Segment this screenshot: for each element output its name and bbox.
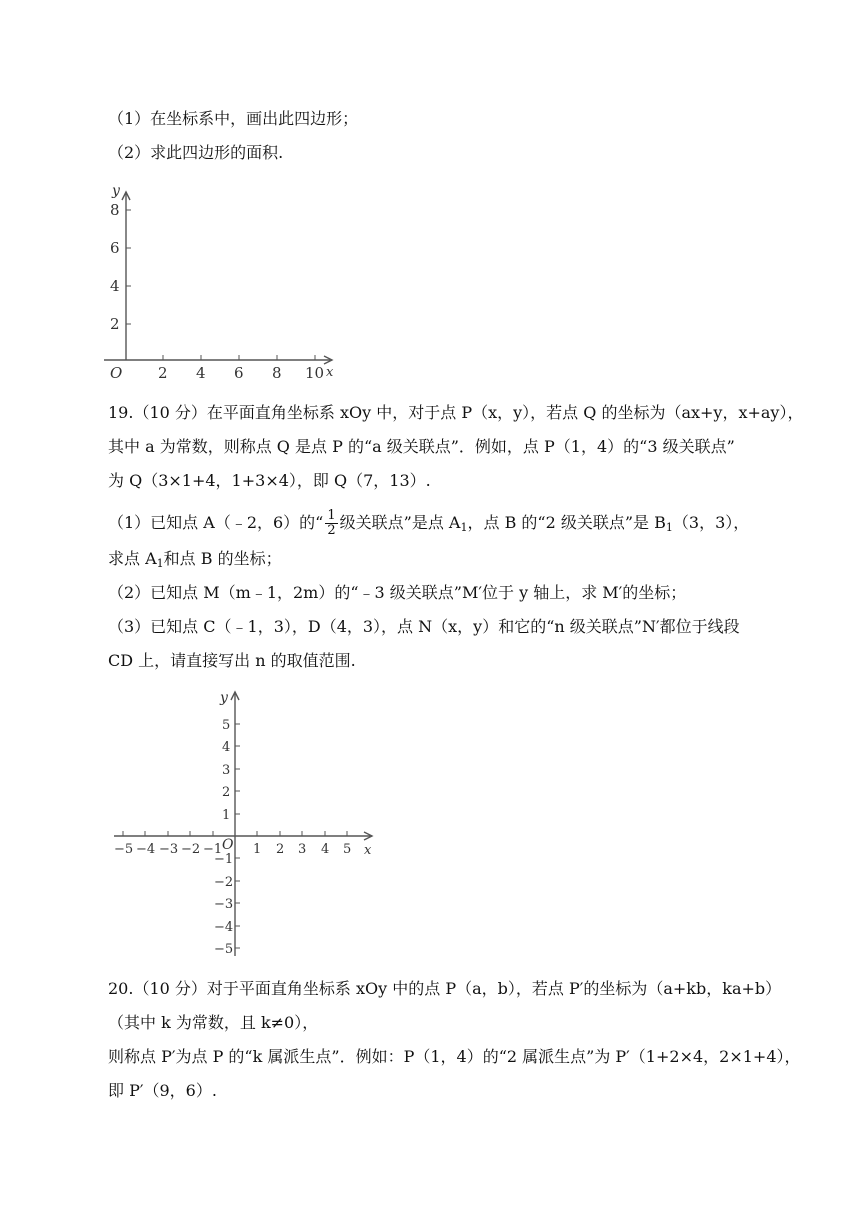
graph2-x-tick-neg1: −1 — [203, 842, 223, 857]
q20-line4: 即 P′（9，6）. — [108, 1081, 217, 1100]
graph2-y-tick-neg2: −2 — [214, 875, 234, 890]
graph2-y-tick-2: 2 — [222, 785, 231, 800]
graph2-y-tick-neg1: −1 — [214, 852, 234, 867]
graph2-x-tick-4: 4 — [321, 842, 330, 857]
q19-part1-text-c: ，点 B 的“2 级关联点”是 B — [467, 513, 666, 532]
q19-part2: （2）已知点 M（m﹣1，2m）的“﹣3 级关联点”M′位于 y 轴上，求 M′的坐标； — [108, 583, 687, 602]
graph2-x-tick-5: 5 — [343, 842, 352, 857]
graph1-y-tick-2: 2 — [110, 315, 120, 333]
graph2-x-tick-2: 2 — [276, 842, 285, 857]
graph2-x-tick-3: 3 — [298, 842, 307, 857]
graph1-x-tick-8: 8 — [272, 364, 282, 382]
graph2-origin: O — [222, 837, 234, 853]
graph2-x-tick-neg2: −2 — [181, 842, 201, 857]
graph2-y-label: y — [220, 690, 228, 706]
q19-part3-line1: （3）已知点 C（﹣1，3），D（4，3），点 N（x，y）和它的“n 级关联点”N′都位于线段 — [108, 617, 740, 636]
graph2-x-label: x — [364, 843, 372, 858]
graph1-y-tick-6: 6 — [110, 239, 120, 257]
graph1-y-tick-8: 8 — [110, 201, 120, 219]
graph1-x-tick-6: 6 — [234, 364, 244, 382]
graph2-y-tick-4: 4 — [222, 740, 231, 755]
q19-line1: 19.（10 分）在平面直角坐标系 xOy 中，对于点 P（x，y），若点 Q 的坐标为（ax+y，x+ay）， — [108, 403, 804, 422]
q19-part1-text-a: （1）已知点 A（﹣2，6）的“ — [108, 513, 324, 532]
graph2-y-tick-5: 5 — [222, 718, 231, 733]
graph2-y-tick-neg3: −3 — [214, 897, 234, 912]
q19-part1-l2-text-a: 求点 A — [108, 549, 157, 568]
subscript: 1 — [665, 521, 673, 534]
graph1-x-tick-2: 2 — [158, 364, 168, 382]
graph2-x-tick-neg4: −4 — [136, 842, 156, 857]
q19-part1-line2 — [108, 549, 282, 574]
graph1-x-tick-4: 4 — [196, 364, 206, 382]
q20-line2: （其中 k 为常数，且 k≠0）， — [108, 1013, 319, 1032]
graph1-x-tick-10: 10 — [305, 364, 325, 382]
graph1-y-label: y — [112, 183, 120, 199]
coordinate-graph-2 — [110, 686, 390, 966]
graph1-y-tick-4: 4 — [110, 277, 120, 295]
fraction-one-half — [325, 509, 337, 538]
graph2-y-tick-3: 3 — [222, 763, 231, 778]
q19-line2: 其中 a 为常数，则称点 Q 是点 P 的“a 级关联点”．例如，点 P（1，4）的“3 级关联点” — [108, 437, 735, 456]
graph2-x-tick-neg3: −3 — [159, 842, 179, 857]
subscript: 1 — [156, 557, 164, 570]
q19-line3: 为 Q（3×1+4，1+3×4），即 Q（7，13）. — [108, 471, 431, 490]
graph2-y-tick-1: 1 — [222, 808, 231, 823]
q19-part1-text-d: （3，3）， — [672, 513, 750, 532]
q18-part1: （1）在坐标系中，画出此四边形； — [108, 109, 359, 128]
graph2-y-tick-neg4: −4 — [214, 920, 234, 935]
graph1-x-label: x — [326, 365, 334, 380]
coordinate-graph-1 — [100, 182, 340, 382]
fraction-numerator: 1 — [327, 508, 336, 523]
graph2-x-tick-1: 1 — [253, 842, 262, 857]
q20-line3: 则称点 P′为点 P 的“k 属派生点”．例如：P（1，4）的“2 属派生点”为 P′（1+2×4，2×1+4）， — [108, 1047, 801, 1066]
subscript: 1 — [460, 521, 468, 534]
q19-part1-text-b: 级关联点”是点 A — [339, 513, 461, 532]
q20-line1: 20.（10 分）对于平面直角坐标系 xOy 中的点 P（a，b），若点 P′的坐标为（a+kb，ka+b） — [108, 979, 782, 998]
graph1-origin: O — [110, 364, 123, 382]
q19-part3-line2: CD 上，请直接写出 n 的取值范围. — [108, 651, 356, 670]
q19-part1-l2-text-b: 和点 B 的坐标； — [163, 549, 282, 568]
q18-part2: （2）求此四边形的面积. — [108, 143, 284, 162]
graph2-y-tick-neg5: −5 — [214, 942, 234, 957]
fraction-denominator: 2 — [327, 523, 336, 538]
graph2-x-tick-neg5: −5 — [114, 842, 134, 857]
q19-part1-line1 — [108, 509, 749, 538]
